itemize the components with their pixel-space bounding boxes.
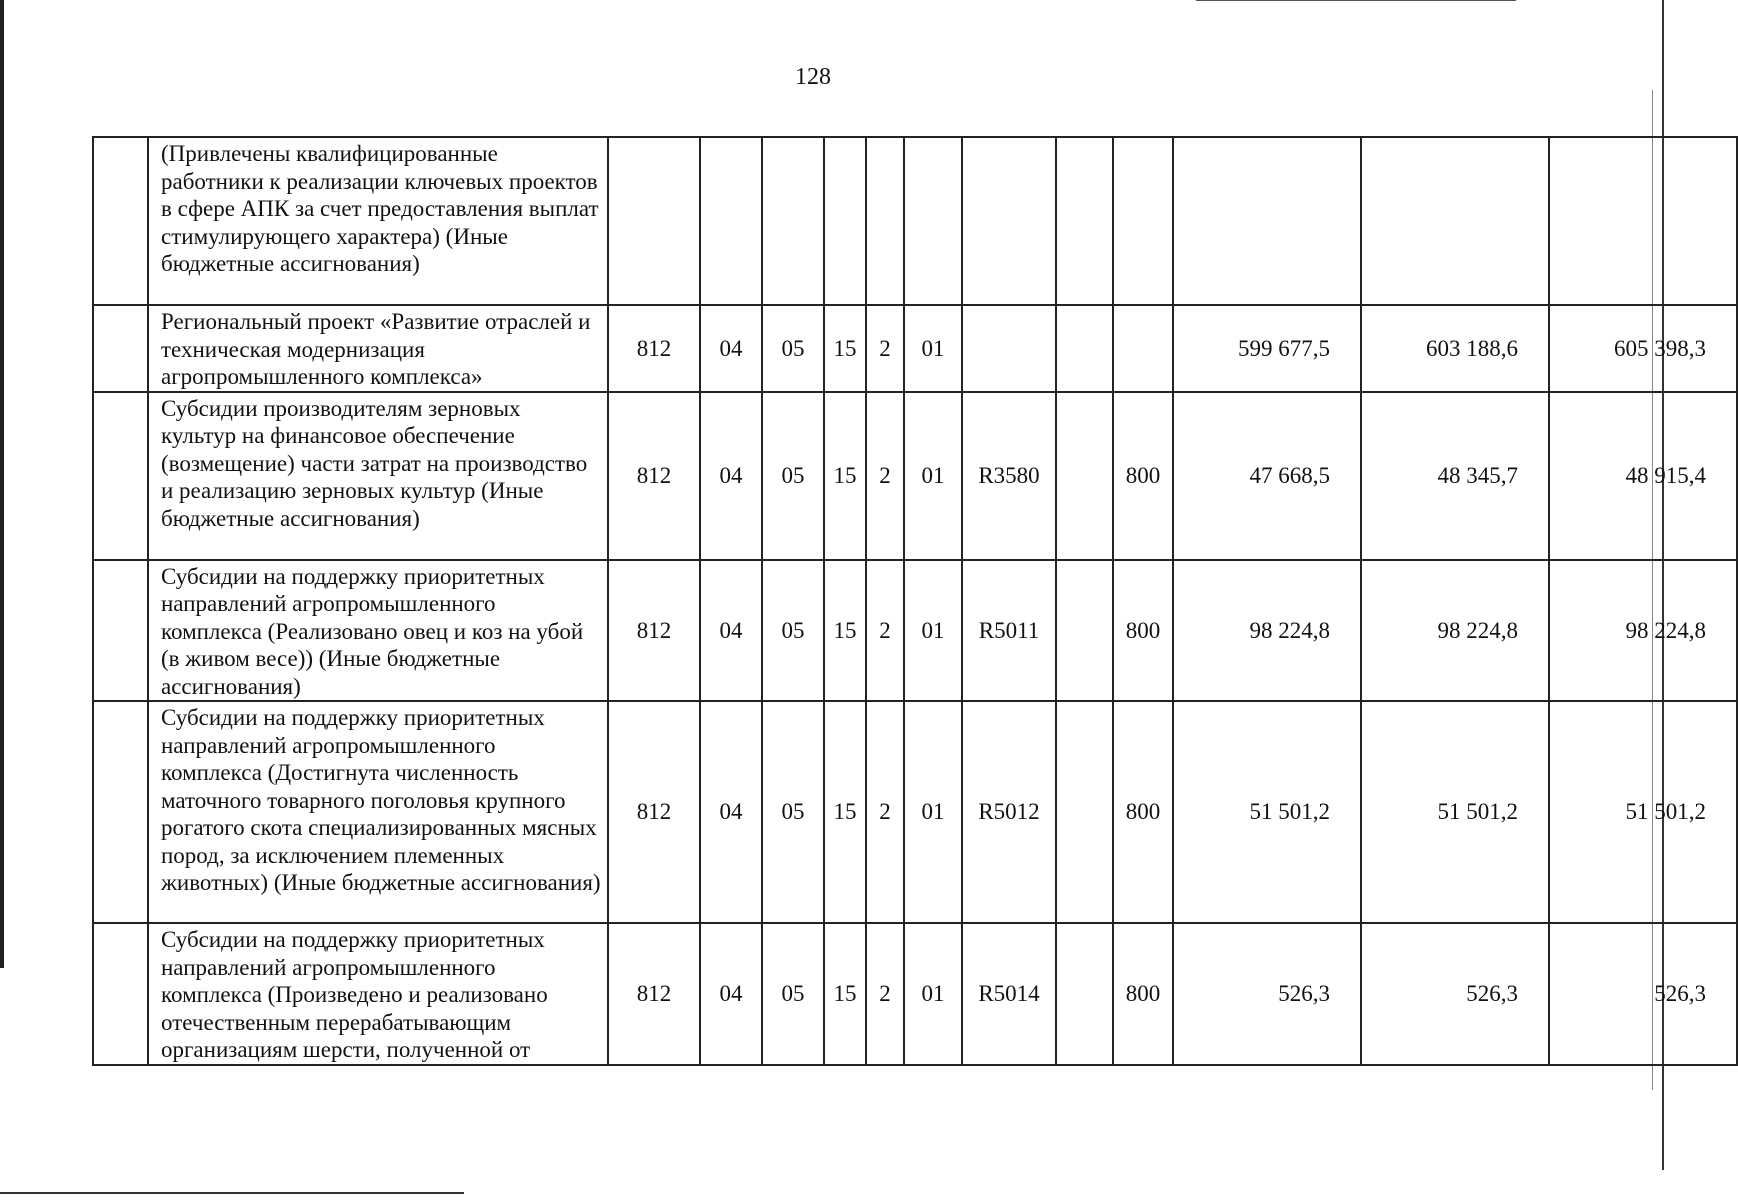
description-cell: Региональный проект «Развитие отраслей и техническая модернизация агропромышленного комплекса» bbox=[148, 305, 608, 392]
expense-type-cell: 800 bbox=[1113, 701, 1173, 923]
target-article-part1-cell: 15 bbox=[824, 305, 866, 392]
amount-year1-cell: 47 668,5 bbox=[1173, 392, 1361, 560]
scan-bottom-rule bbox=[0, 1192, 464, 1194]
target-article-part3-cell: 01 bbox=[904, 701, 962, 923]
budget-table bbox=[92, 136, 1738, 1066]
description-cell: Субсидии на поддержку приоритетных направлений агропромышленного комплекса (Достигнута численность маточного товарного поголовья крупного рогатого скота специализированных мясных пород, за исключением племенных животных) (Иные бюджетные ассигнования) bbox=[148, 701, 608, 923]
page-number: 128 bbox=[795, 64, 831, 90]
target-article-part5-cell bbox=[1056, 392, 1113, 560]
grbs-cell: 812 bbox=[608, 923, 700, 1065]
grbs-cell: 812 bbox=[608, 305, 700, 392]
target-article-part3-cell bbox=[904, 137, 962, 305]
target-article-part1-cell: 15 bbox=[824, 392, 866, 560]
target-article-part3-cell: 01 bbox=[904, 560, 962, 702]
subsection-cell bbox=[762, 137, 824, 305]
target-article-part3-cell: 01 bbox=[904, 923, 962, 1065]
amount-year1-cell bbox=[1173, 137, 1361, 305]
target-article-part4-cell: R5012 bbox=[962, 701, 1056, 923]
grbs-cell: 812 bbox=[608, 560, 700, 702]
row-index-cell bbox=[93, 305, 148, 392]
target-article-part4-cell bbox=[962, 305, 1056, 392]
amount-year2-cell: 603 188,6 bbox=[1361, 305, 1549, 392]
section-cell: 04 bbox=[700, 923, 762, 1065]
target-article-part4-cell: R5014 bbox=[962, 923, 1056, 1065]
target-article-part4-cell: R5011 bbox=[962, 560, 1056, 702]
description-cell: Субсидии производителям зерновых культур на финансовое обеспечение (возмещение) части затрат на производство и реализацию зерновых культур (Иные бюджетные ассигнования) bbox=[148, 392, 608, 560]
table-row bbox=[93, 560, 1737, 702]
row-index-cell bbox=[93, 701, 148, 923]
description-cell: (Привлечены квалифицированные работники к реализации ключевых проектов в сфере АПК за счет предоставления выплат стимулирующего характера) (Иные бюджетные ассигнования) bbox=[148, 137, 608, 305]
table-row bbox=[93, 701, 1737, 923]
target-article-part4-cell: R3580 bbox=[962, 392, 1056, 560]
table-row bbox=[93, 392, 1737, 560]
target-article-part5-cell bbox=[1056, 923, 1113, 1065]
target-article-part2-cell: 2 bbox=[866, 923, 904, 1065]
grbs-cell: 812 bbox=[608, 701, 700, 923]
target-article-part3-cell: 01 bbox=[904, 305, 962, 392]
expense-type-cell: 800 bbox=[1113, 923, 1173, 1065]
target-article-part5-cell bbox=[1056, 305, 1113, 392]
target-article-part2-cell: 2 bbox=[866, 701, 904, 923]
amount-year1-cell: 599 677,5 bbox=[1173, 305, 1361, 392]
target-article-part5-cell bbox=[1056, 137, 1113, 305]
subsection-cell: 05 bbox=[762, 305, 824, 392]
amount-year1-cell: 51 501,2 bbox=[1173, 701, 1361, 923]
expense-type-cell bbox=[1113, 305, 1173, 392]
expense-type-cell: 800 bbox=[1113, 392, 1173, 560]
row-index-cell bbox=[93, 560, 148, 702]
target-article-part4-cell bbox=[962, 137, 1056, 305]
section-cell: 04 bbox=[700, 392, 762, 560]
amount-year3-cell: 98 224,8 bbox=[1549, 560, 1737, 702]
table-row bbox=[93, 305, 1737, 392]
description-cell: Субсидии на поддержку приоритетных направлений агропромышленного комплекса (Произведено и реализовано отечественным перерабатывающим организациям шерсти, полученной от bbox=[148, 923, 608, 1065]
amount-year2-cell: 98 224,8 bbox=[1361, 560, 1549, 702]
target-article-part5-cell bbox=[1056, 560, 1113, 702]
target-article-part5-cell bbox=[1056, 701, 1113, 923]
section-cell: 04 bbox=[700, 305, 762, 392]
table-row bbox=[93, 137, 1737, 305]
section-cell bbox=[700, 137, 762, 305]
grbs-cell bbox=[608, 137, 700, 305]
subsection-cell: 05 bbox=[762, 701, 824, 923]
target-article-part2-cell: 2 bbox=[866, 305, 904, 392]
section-cell: 04 bbox=[700, 701, 762, 923]
expense-type-cell: 800 bbox=[1113, 560, 1173, 702]
scan-top-rule bbox=[1196, 0, 1516, 1]
expense-type-cell bbox=[1113, 137, 1173, 305]
target-article-part1-cell bbox=[824, 137, 866, 305]
amount-year2-cell: 48 345,7 bbox=[1361, 392, 1549, 560]
amount-year3-cell: 51 501,2 bbox=[1549, 701, 1737, 923]
row-index-cell bbox=[93, 392, 148, 560]
target-article-part1-cell: 15 bbox=[824, 701, 866, 923]
amount-year3-cell: 605 398,3 bbox=[1549, 305, 1737, 392]
target-article-part2-cell: 2 bbox=[866, 560, 904, 702]
description-cell: Субсидии на поддержку приоритетных направлений агропромышленного комплекса (Реализовано овец и коз на убой (в живом весе)) (Иные бюджетные ассигнования) bbox=[148, 560, 608, 702]
row-index-cell bbox=[93, 923, 148, 1065]
row-index-cell bbox=[93, 137, 148, 305]
target-article-part2-cell: 2 bbox=[866, 392, 904, 560]
target-article-part1-cell: 15 bbox=[824, 923, 866, 1065]
table-row bbox=[93, 923, 1737, 1065]
subsection-cell: 05 bbox=[762, 923, 824, 1065]
amount-year3-cell bbox=[1549, 137, 1737, 305]
amount-year1-cell: 526,3 bbox=[1173, 923, 1361, 1065]
scan-left-edge bbox=[0, 0, 4, 968]
grbs-cell: 812 bbox=[608, 392, 700, 560]
subsection-cell: 05 bbox=[762, 392, 824, 560]
subsection-cell: 05 bbox=[762, 560, 824, 702]
amount-year2-cell: 526,3 bbox=[1361, 923, 1549, 1065]
amount-year3-cell: 48 915,4 bbox=[1549, 392, 1737, 560]
amount-year1-cell: 98 224,8 bbox=[1173, 560, 1361, 702]
section-cell: 04 bbox=[700, 560, 762, 702]
amount-year2-cell: 51 501,2 bbox=[1361, 701, 1549, 923]
target-article-part3-cell: 01 bbox=[904, 392, 962, 560]
target-article-part2-cell bbox=[866, 137, 904, 305]
amount-year2-cell bbox=[1361, 137, 1549, 305]
target-article-part1-cell: 15 bbox=[824, 560, 866, 702]
amount-year3-cell: 526,3 bbox=[1549, 923, 1737, 1065]
